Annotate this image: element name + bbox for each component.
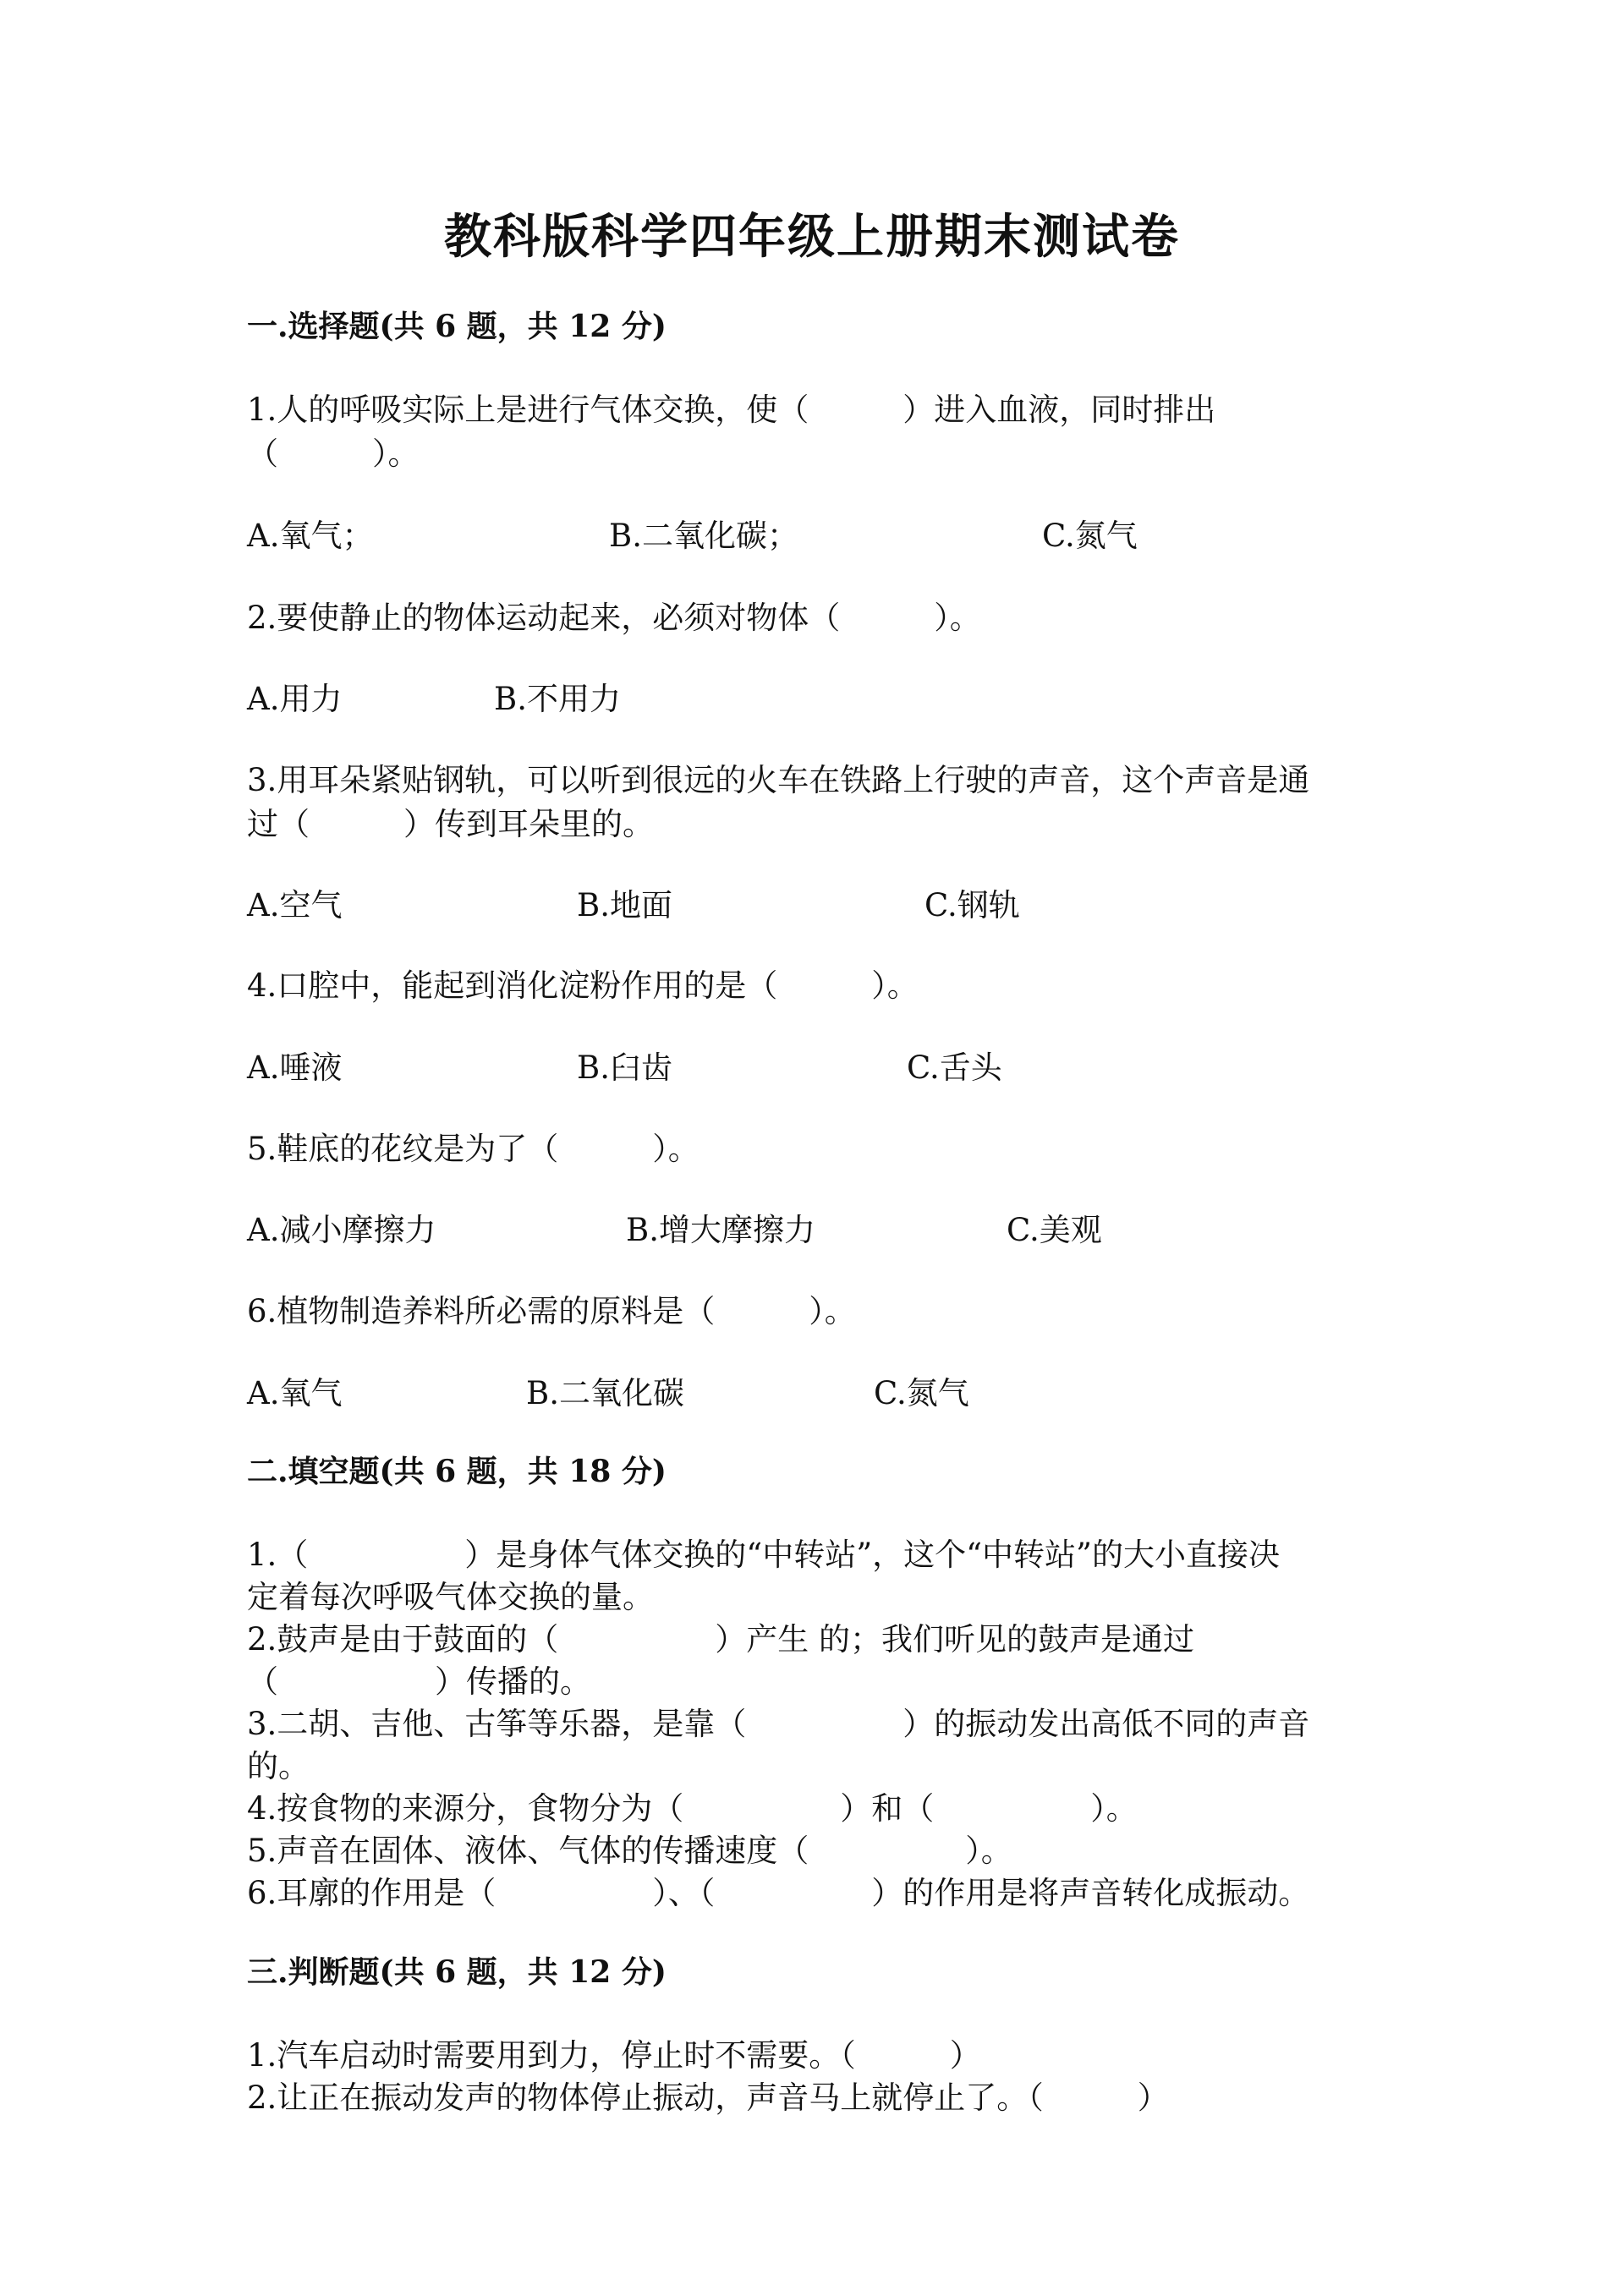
option-b: B.二氧化碳； [609, 518, 798, 554]
section-heading-fill: 二.填空题(共 6 题，共 18 分) [247, 1454, 667, 1489]
option-a: A.氧气 [247, 1375, 343, 1411]
question-text: 1.人的呼吸实际上是进行气体交换，使（ ）进入血液，同时排出 [247, 392, 1216, 428]
page-title: 教科版科学四年级上册期末测试卷 [444, 209, 1180, 265]
option-a: A.减小摩擦力 [247, 1212, 436, 1248]
fill-line: 3.二胡、吉他、古筝等乐器，是靠（ ）的振动发出高低不同的声音 [247, 1706, 1310, 1742]
fill-line: 定着每次呼吸气体交换的量。 [247, 1579, 654, 1615]
option-a: A.用力 [247, 681, 343, 717]
judge-line: 1.汽车启动时需要用到力，停止时不需要。（ ） [247, 2037, 981, 2074]
option-b: B.二氧化碳 [526, 1375, 684, 1411]
question-text: 过（ ）传到耳朵里的。 [247, 806, 654, 842]
option-c: C.舌头 [907, 1049, 1002, 1086]
option-a: A.空气 [247, 887, 343, 923]
question-text: 6.植物制造养料所必需的原料是（ ）。 [247, 1293, 856, 1329]
fill-line: 2.鼓声是由于鼓面的（ ）产生 的；我们听见的鼓声是通过 [247, 1621, 1195, 1658]
option-c: C.美观 [1007, 1212, 1102, 1248]
question-text: 2.要使静止的物体运动起来，必须对物体（ ）。 [247, 600, 981, 636]
option-b: B.增大摩擦力 [626, 1212, 815, 1248]
fill-line: 4.按食物的来源分，食物分为（ ）和（ ）。 [247, 1790, 1138, 1827]
option-c: C.氮气 [1042, 518, 1138, 554]
option-b: B.地面 [577, 887, 672, 923]
option-a: A.氧气； [247, 518, 374, 554]
section-heading-choice: 一.选择题(共 6 题，共 12 分) [247, 309, 667, 344]
judge-line: 2.让正在振动发声的物体停止振动，声音马上就停止了。（ ） [247, 2080, 1169, 2116]
question-text: （ ）。 [247, 436, 420, 472]
fill-line: 的。 [247, 1748, 310, 1784]
fill-line: 5.声音在固体、液体、气体的传播速度（ ）。 [247, 1833, 1012, 1869]
option-a: A.唾液 [247, 1049, 343, 1086]
option-c: C.氮气 [874, 1375, 969, 1411]
question-text: 4.口腔中，能起到消化淀粉作用的是（ ）。 [247, 967, 919, 1004]
option-b: B.不用力 [494, 681, 621, 717]
fill-line: 6.耳廓的作用是（ ）、（ ）的作用是将声音转化成振动。 [247, 1875, 1310, 1911]
fill-line: 1.（ ）是身体气体交换的“中转站”，这个“中转站”的大小直接决 [247, 1537, 1280, 1573]
option-c: C.钢轨 [924, 887, 1020, 923]
section-heading-judge: 三.判断题(共 6 题，共 12 分) [247, 1954, 667, 1990]
question-text: 5.鞋底的花纹是为了（ ）。 [247, 1131, 700, 1167]
fill-line: （ ）传播的。 [247, 1663, 591, 1700]
option-b: B.臼齿 [577, 1049, 672, 1086]
question-text: 3.用耳朵紧贴钢轨，可以听到很远的火车在铁路上行驶的声音，这个声音是通 [247, 762, 1310, 798]
